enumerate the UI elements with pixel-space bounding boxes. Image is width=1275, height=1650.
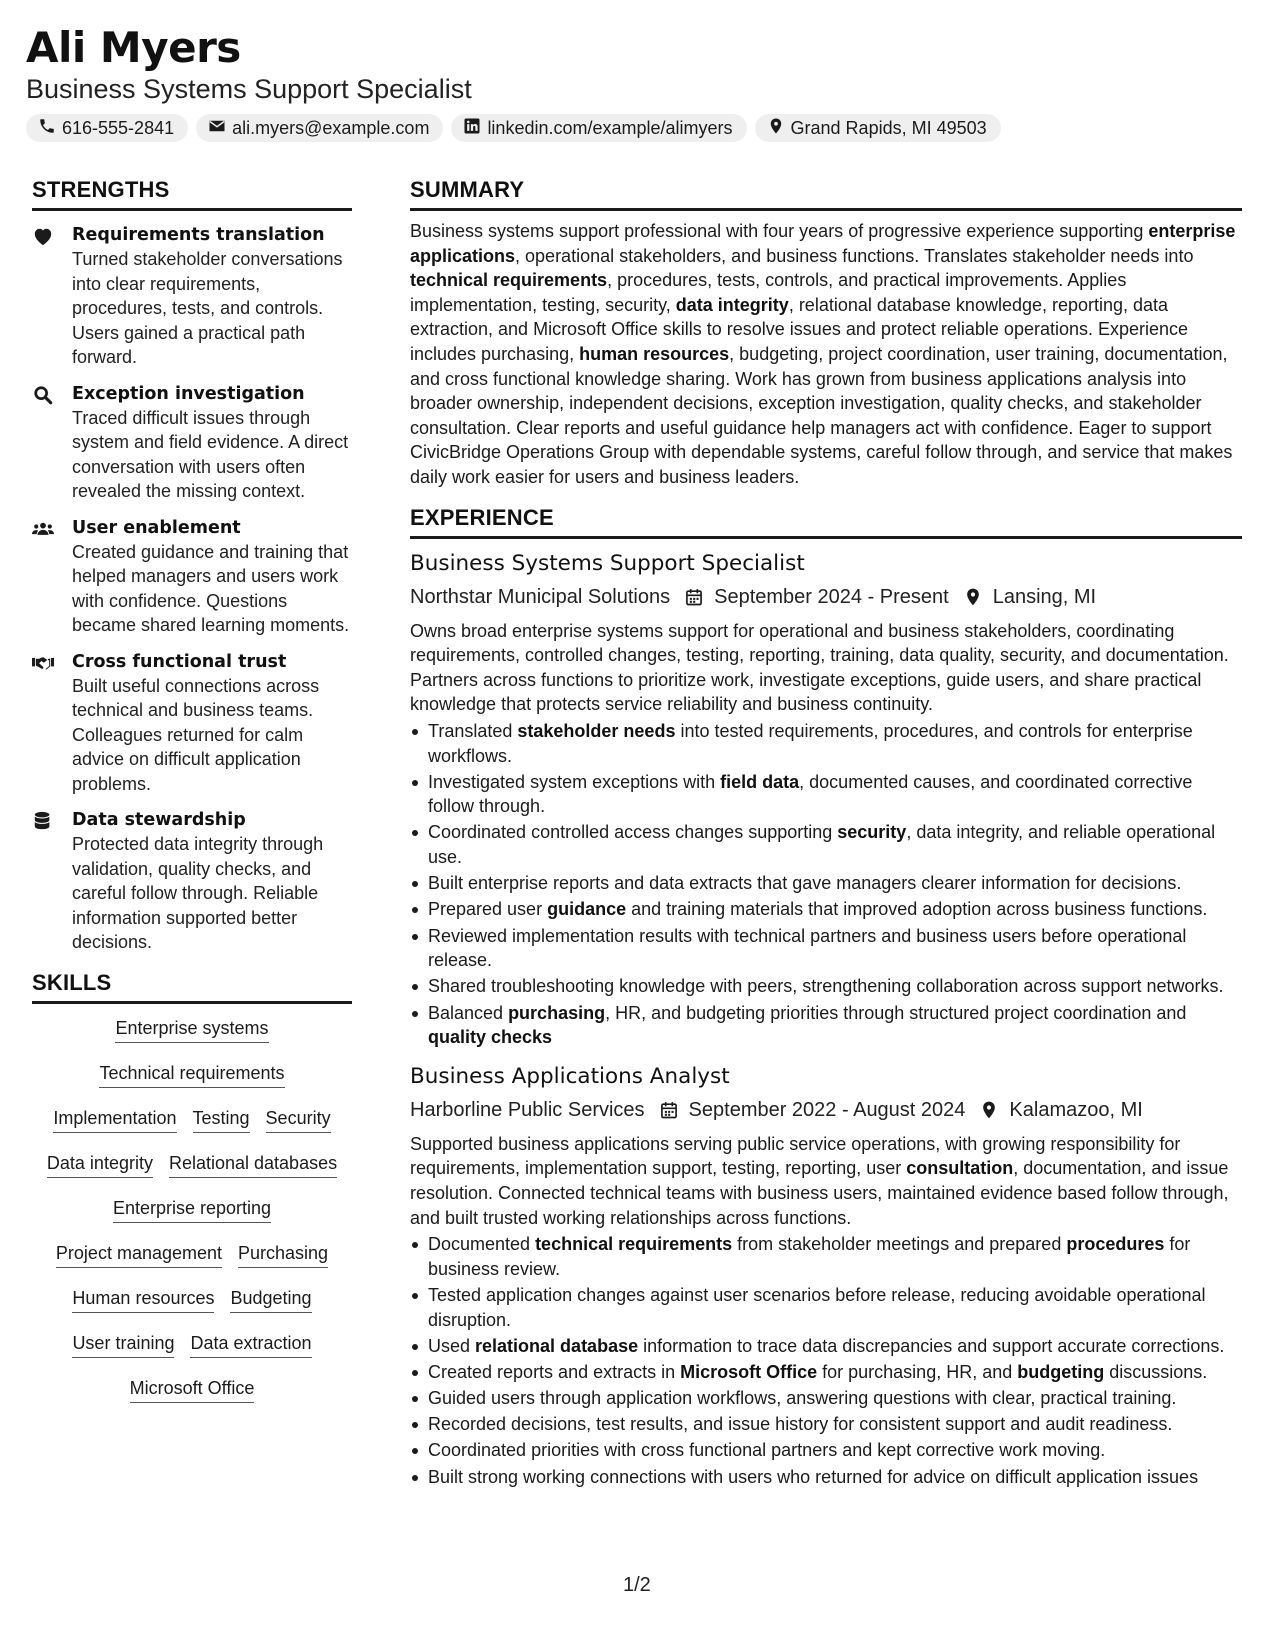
bullet-item bbox=[410, 1386, 1242, 1411]
text-run: Business systems support professional with four years of progressive experience supporting bbox=[410, 221, 1149, 241]
job-title: Business Systems Support Specialist bbox=[410, 550, 805, 576]
emphasis-text: technical requirements bbox=[410, 270, 608, 291]
skill-row bbox=[32, 1331, 352, 1376]
text-run: Recorded decisions, test results, and issue history for consistent support and audit readiness. bbox=[428, 1414, 1173, 1435]
text-run: , relational database knowledge, reporting, data extraction, and Microsoft Office skills to resolve issues and protect reliable operations. Experience includes purchasing, bbox=[410, 294, 1189, 364]
contact-location bbox=[755, 114, 1001, 142]
map-pin-icon bbox=[979, 1100, 999, 1120]
emphasis-text: relational database bbox=[475, 1335, 639, 1356]
strength-description: Protected data integrity through validation, quality checks, and careful follow through. Reliable information supported better decisions. bbox=[72, 834, 324, 952]
left-column bbox=[32, 176, 352, 1421]
candidate-title: Business Systems Support Specialist bbox=[26, 74, 472, 104]
text-run: for purchasing, HR, and bbox=[817, 1361, 1018, 1382]
strength-description: Built useful connections across technical and business teams. Colleagues returned for calm advice on difficult application problems. bbox=[72, 675, 320, 794]
emphasis-text: procedures bbox=[1066, 1234, 1165, 1255]
text-run: Guided users through application workflows, answering questions with clear, practical training. bbox=[428, 1388, 1177, 1409]
strengths-list bbox=[32, 223, 352, 955]
job-entry bbox=[410, 549, 1242, 1050]
skill-tag: Budgeting bbox=[230, 1286, 311, 1313]
text-run: Reviewed implementation results with technical partners and business users before operational release. bbox=[428, 925, 1187, 971]
strengths-heading: STRENGTHS bbox=[32, 176, 352, 211]
contact-phone[interactable] bbox=[26, 114, 188, 142]
job-bullets bbox=[410, 1232, 1242, 1489]
bullet-item bbox=[410, 1001, 1242, 1050]
database-icon bbox=[32, 818, 54, 835]
resume-header bbox=[26, 22, 1256, 142]
text-run: Created reports and extracts in bbox=[428, 1361, 681, 1382]
contact-location-text: Grand Rapids, MI 49503 bbox=[790, 117, 987, 138]
contact-email-text: ali.myers@example.com bbox=[232, 117, 430, 138]
job-description bbox=[410, 619, 1242, 717]
bullet-item bbox=[410, 871, 1242, 896]
job-location: Lansing, MI bbox=[992, 585, 1097, 608]
strength-item bbox=[32, 223, 352, 370]
linkedin-icon bbox=[463, 117, 481, 140]
skill-tag: Human resources bbox=[72, 1286, 214, 1313]
emphasis-text: quality checks bbox=[428, 1027, 553, 1048]
text-run: Translated bbox=[428, 720, 518, 741]
text-run: from stakeholder meetings and prepared bbox=[732, 1234, 1067, 1255]
text-run: , documented causes, and coordinated corrective follow through. bbox=[428, 771, 1193, 817]
bullet-item bbox=[410, 924, 1242, 973]
summary-text bbox=[410, 219, 1242, 490]
bullet-item bbox=[410, 719, 1242, 768]
emphasis-text: security bbox=[837, 822, 907, 843]
text-run: for business review. bbox=[428, 1234, 1191, 1279]
text-run: discussions. bbox=[1104, 1361, 1208, 1382]
bullet-item bbox=[410, 1232, 1242, 1281]
strength-title: User enablement bbox=[72, 517, 241, 538]
text-run: Shared troubleshooting knowledge with peers, strengthening collaboration across support networks. bbox=[428, 976, 1224, 997]
skills-heading: SKILLS bbox=[32, 969, 352, 1004]
job-dates: September 2022 - August 2024 bbox=[688, 1098, 966, 1121]
emphasis-text: budgeting bbox=[1017, 1361, 1105, 1382]
text-run: Coordinated controlled access changes supporting bbox=[428, 822, 838, 843]
skill-row bbox=[32, 1376, 352, 1421]
skill-tag: Implementation bbox=[53, 1106, 176, 1133]
skill-tag: User training bbox=[72, 1331, 174, 1358]
text-run: Documented bbox=[428, 1234, 536, 1255]
emphasis-text: stakeholder needs bbox=[517, 720, 676, 741]
strength-description: Traced difficult issues through system and field evidence. A direct conversation with users often revealed the missing context. bbox=[72, 407, 349, 501]
job-company: Northstar Municipal Solutions bbox=[410, 585, 671, 608]
skill-tag: Microsoft Office bbox=[130, 1376, 255, 1403]
emphasis-text: Microsoft Office bbox=[680, 1361, 818, 1382]
calendar-icon bbox=[659, 1100, 679, 1120]
text-run: into tested requirements, procedures, and controls for enterprise workflows. bbox=[428, 720, 1193, 766]
skill-row bbox=[32, 1196, 352, 1241]
text-run: Supported business applications serving public service operations, with growing responsibility for requirements, implementation support, testing, reporting, user bbox=[410, 1133, 1181, 1179]
job-meta bbox=[410, 1094, 1242, 1126]
text-run: Built strong working connections with users who returned for advice on difficult application issues bbox=[428, 1466, 1199, 1487]
contact-linkedin-text: linkedin.com/example/alimyers bbox=[487, 117, 733, 138]
contact-phone-text: 616-555-2841 bbox=[62, 117, 175, 138]
bullet-item bbox=[410, 897, 1242, 922]
bullet-item bbox=[410, 1283, 1242, 1332]
skill-tag: Enterprise reporting bbox=[113, 1196, 271, 1223]
calendar-icon bbox=[684, 587, 704, 607]
skill-tag: Enterprise systems bbox=[115, 1016, 268, 1043]
skill-tag: Security bbox=[266, 1106, 331, 1133]
strength-item bbox=[32, 650, 352, 797]
job-location: Kalamazoo, MI bbox=[1009, 1098, 1143, 1121]
map-pin-icon bbox=[963, 587, 983, 607]
emphasis-text: enterprise applications bbox=[410, 221, 1236, 266]
emphasis-text: guidance bbox=[547, 899, 627, 920]
bullet-item bbox=[410, 1465, 1242, 1490]
skill-row bbox=[32, 1286, 352, 1331]
job-title: Business Applications Analyst bbox=[410, 1063, 730, 1089]
skill-tag: Project management bbox=[56, 1241, 222, 1268]
skill-tag: Technical requirements bbox=[99, 1061, 284, 1088]
heart-icon bbox=[32, 233, 54, 250]
contact-bar bbox=[26, 114, 1256, 142]
text-run: , budgeting, project coordination, user training, documentation, and cross functional knowledge sharing. Work has grown from business applications analysis into broader ownership, independent decisions, exception investigation, quality checks, and stakeholder consultation. Clear reports and useful guidance help managers act with confidence. Eager to support CivicBridge Operations Group with dependable systems, careful follow through, and service that makes daily work easier for users and business leaders. bbox=[410, 343, 1233, 487]
skill-tag: Purchasing bbox=[238, 1241, 328, 1268]
bullet-item bbox=[410, 820, 1242, 869]
handshake-icon bbox=[32, 660, 54, 677]
bullet-item bbox=[410, 1438, 1242, 1463]
job-company: Harborline Public Services bbox=[410, 1098, 645, 1121]
text-run: , data integrity, and reliable operational use. bbox=[428, 822, 1216, 868]
envelope-icon bbox=[208, 117, 226, 140]
strength-title: Requirements translation bbox=[72, 225, 325, 245]
experience-heading: EXPERIENCE bbox=[410, 504, 1242, 539]
right-column bbox=[410, 176, 1242, 1491]
text-run: , procedures, tests, controls, and practical improvements. Applies implementation, testing, security, bbox=[410, 270, 1127, 315]
text-run: Balanced bbox=[428, 1002, 509, 1023]
emphasis-text: purchasing bbox=[508, 1002, 606, 1023]
search-icon bbox=[32, 392, 54, 409]
summary-heading: SUMMARY bbox=[410, 176, 1242, 211]
emphasis-text: consultation bbox=[906, 1158, 1014, 1179]
job-bullets bbox=[410, 719, 1242, 1050]
strength-description: Created guidance and training that helped managers and users work with confidence. Questions became shared learning moments. bbox=[72, 541, 350, 635]
skills-list bbox=[32, 1016, 352, 1421]
bullet-item bbox=[410, 1412, 1242, 1437]
skill-tag: Testing bbox=[193, 1106, 250, 1133]
skill-row bbox=[32, 1106, 352, 1151]
phone-icon bbox=[38, 117, 56, 140]
skill-row bbox=[32, 1061, 352, 1106]
map-pin-icon bbox=[767, 117, 785, 140]
text-run: Built enterprise reports and data extracts that gave managers clearer information for decisions. bbox=[428, 873, 1182, 894]
strength-description: Turned stakeholder conversations into clear requirements, procedures, tests, and controls. Users gained a practical path forward. bbox=[72, 249, 343, 367]
text-run: information to trace data discrepancies and support accurate corrections. bbox=[638, 1335, 1225, 1356]
skill-tag: Data extraction bbox=[190, 1331, 311, 1358]
emphasis-text: human resources bbox=[579, 343, 730, 364]
strength-item bbox=[32, 382, 352, 504]
bullet-item bbox=[410, 1334, 1242, 1359]
strength-item bbox=[32, 516, 352, 638]
job-meta bbox=[410, 581, 1242, 613]
emphasis-text: data integrity bbox=[675, 294, 789, 315]
text-run: Coordinated priorities with cross functional partners and kept corrective work moving. bbox=[428, 1440, 1106, 1461]
text-run: Tested application changes against user scenarios before release, reducing avoidable operational disruption. bbox=[428, 1284, 1206, 1330]
bullet-item bbox=[410, 1360, 1242, 1385]
skill-tag: Relational databases bbox=[169, 1151, 337, 1178]
strength-title: Data stewardship bbox=[72, 810, 246, 830]
contact-email[interactable] bbox=[196, 114, 443, 142]
text-run: Owns broad enterprise systems support for operational and business stakeholders, coordinating requirements, controlled changes, testing, reporting, training, data quality, security, and documentation. Partners across functions to prioritize work, investigate exceptions, guide users, and share practical knowledge that protects service reliability and business continuity. bbox=[410, 620, 1229, 715]
strength-title: Cross functional trust bbox=[72, 651, 287, 672]
skill-row bbox=[32, 1151, 352, 1196]
text-run: , documentation, and issue resolution. Connected technical teams with business users, maintained evidence based follow through, and built trusted working relationships across functions. bbox=[410, 1158, 1229, 1228]
contact-linkedin[interactable] bbox=[451, 114, 746, 142]
strength-item bbox=[32, 808, 352, 955]
page-number: 1/2 bbox=[623, 1574, 651, 1596]
text-run: , HR, and budgeting priorities through structured project coordination and bbox=[605, 1002, 1187, 1023]
users-icon bbox=[32, 526, 54, 543]
text-run: Prepared user bbox=[428, 899, 548, 920]
bullet-item bbox=[410, 770, 1242, 819]
text-run: , operational stakeholders, and business functions. Translates stakeholder needs into bbox=[515, 245, 1194, 266]
job-description bbox=[410, 1132, 1242, 1230]
strength-title: Exception investigation bbox=[72, 383, 305, 404]
skill-tag: Data integrity bbox=[47, 1151, 153, 1178]
emphasis-text: technical requirements bbox=[535, 1234, 733, 1255]
skill-row bbox=[32, 1241, 352, 1286]
emphasis-text: field data bbox=[720, 771, 800, 792]
job-entry bbox=[410, 1062, 1242, 1489]
skill-row bbox=[32, 1016, 352, 1061]
candidate-name: Ali Myers bbox=[26, 23, 241, 72]
text-run: Investigated system exceptions with bbox=[428, 771, 721, 792]
bullet-item bbox=[410, 974, 1242, 999]
job-dates: September 2024 - Present bbox=[714, 585, 949, 608]
text-run: and training materials that improved adoption across business functions. bbox=[626, 899, 1208, 920]
text-run: Used bbox=[428, 1335, 476, 1356]
